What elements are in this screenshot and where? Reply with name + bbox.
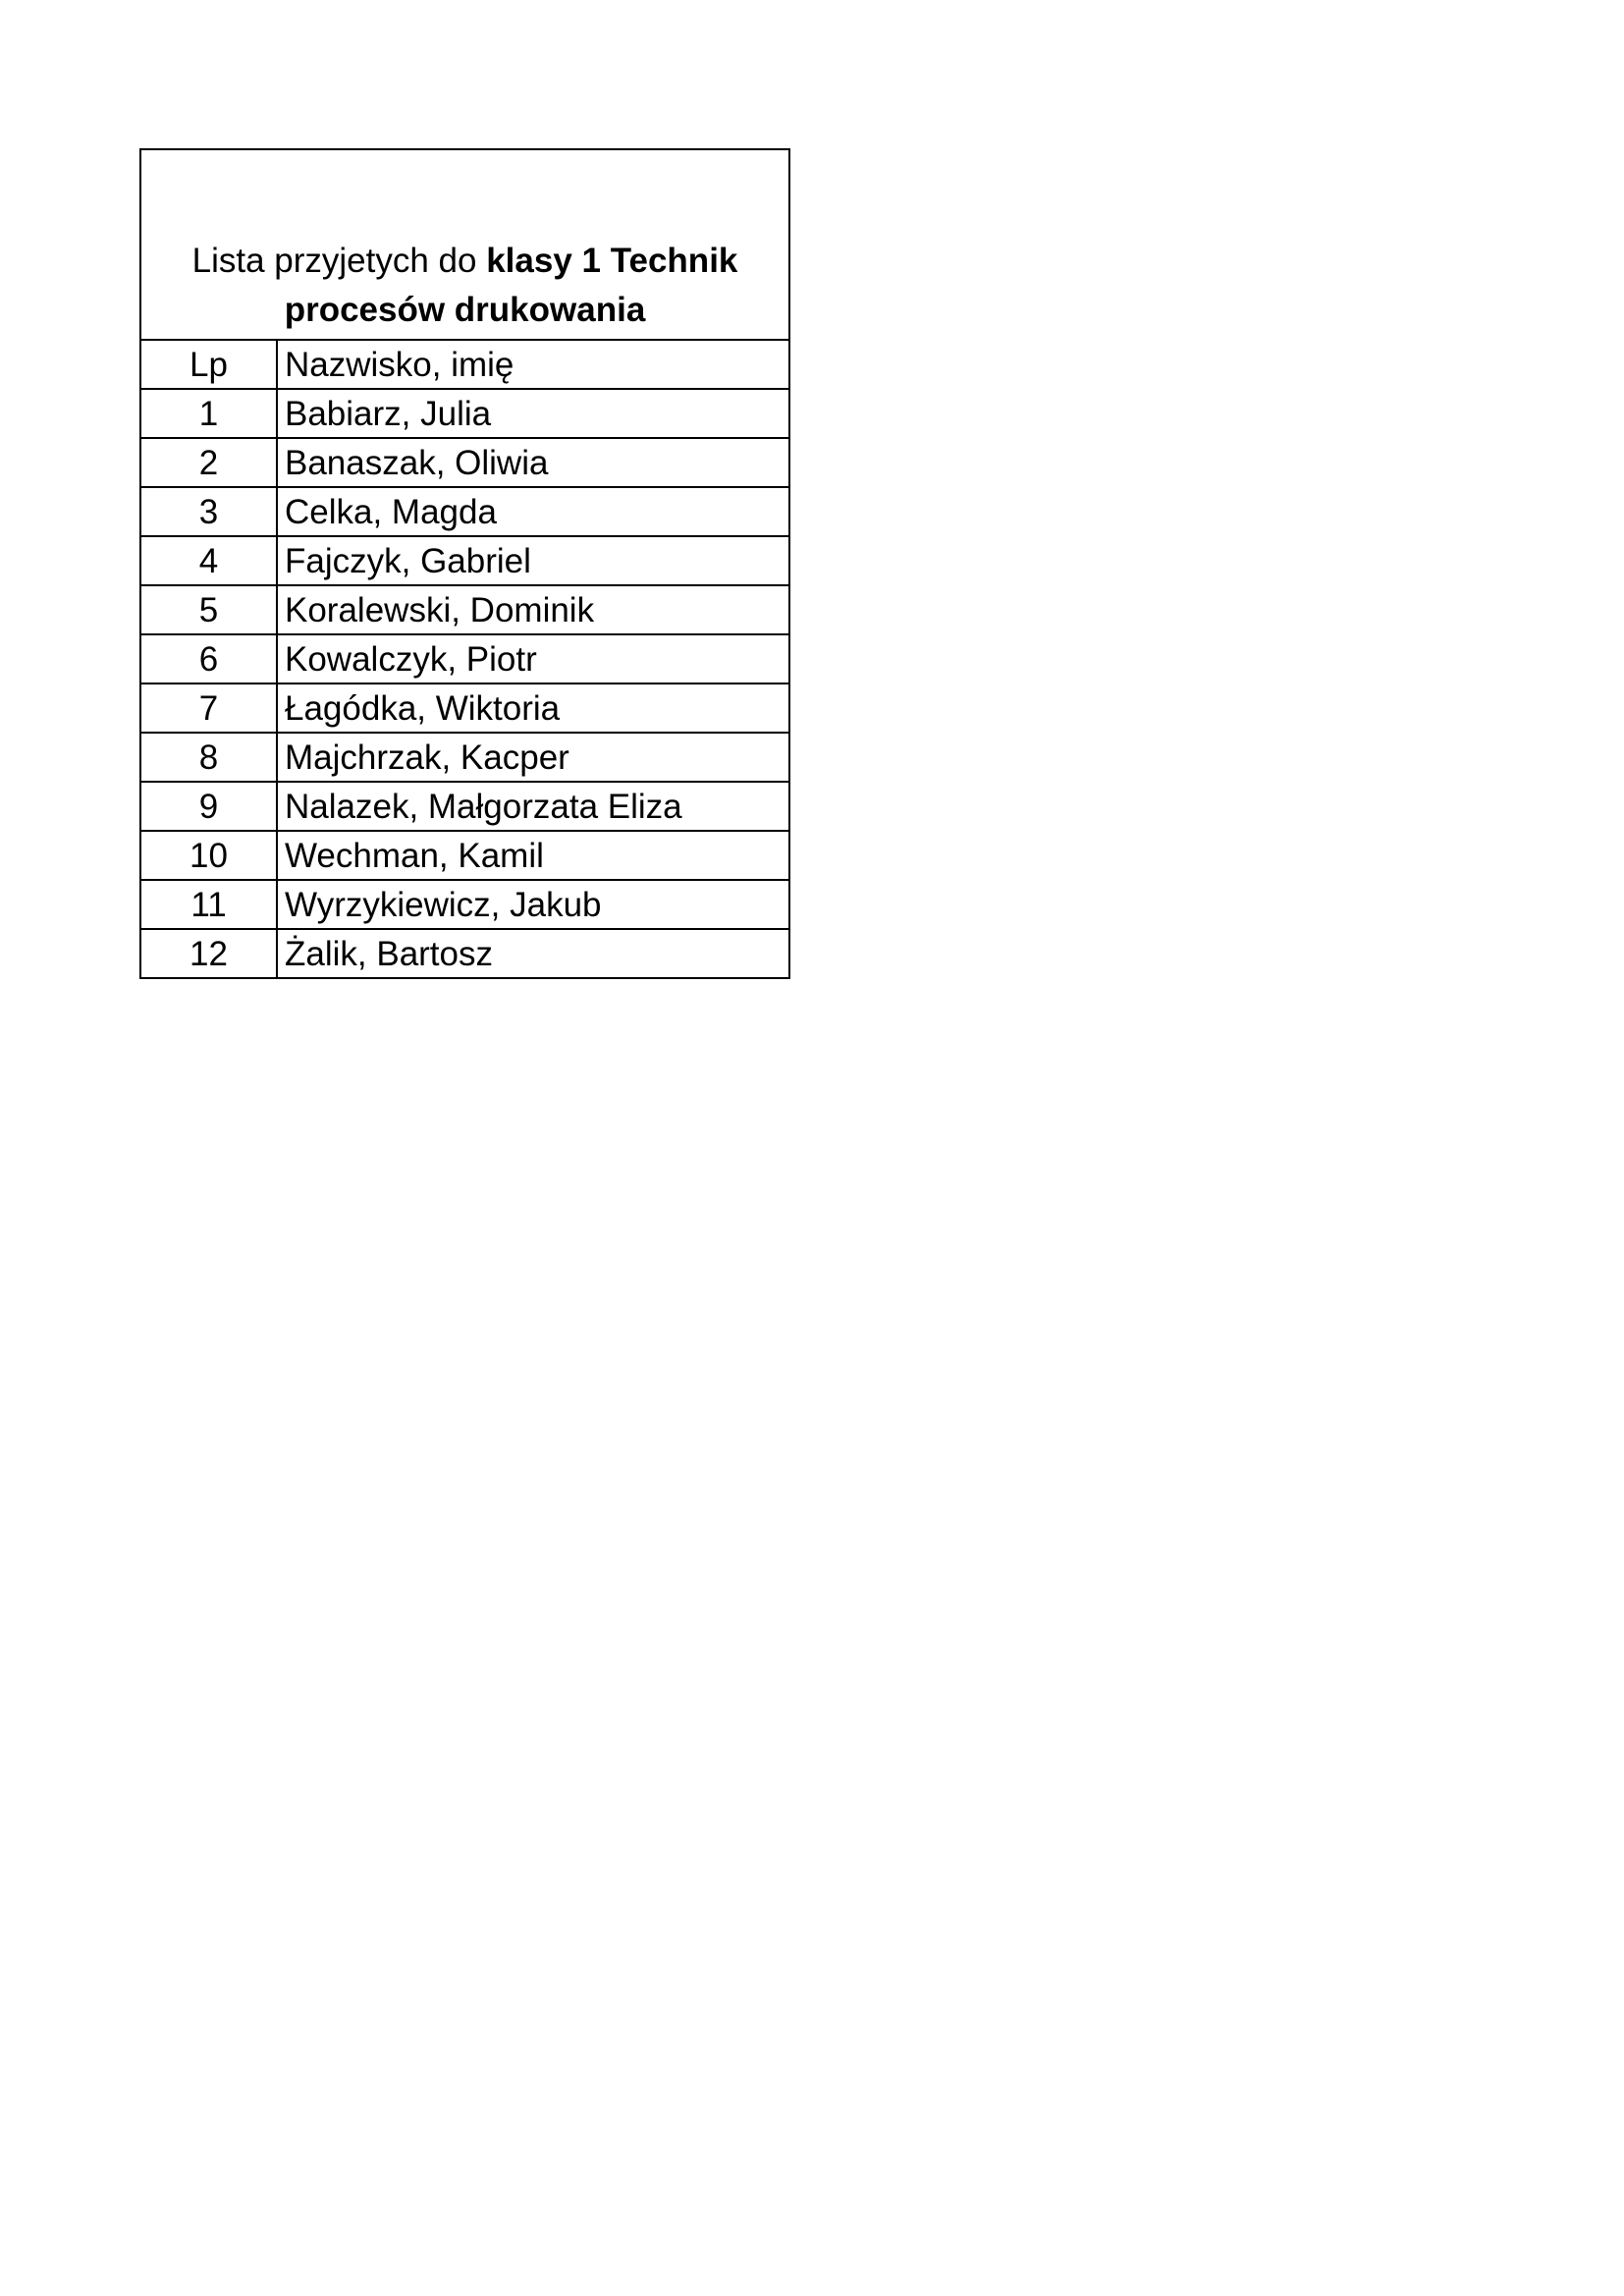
table-title <box>140 149 789 340</box>
table-row <box>140 536 789 585</box>
row-name: Wyrzykiewicz, Jakub <box>277 880 789 929</box>
row-name: Łagódka, Wiktoria <box>277 683 789 733</box>
header-name: Nazwisko, imię <box>277 340 789 389</box>
row-name: Wechman, Kamil <box>277 831 789 880</box>
row-lp: 7 <box>140 683 277 733</box>
row-lp: 6 <box>140 634 277 683</box>
title-line-2 <box>141 286 788 335</box>
title-line-1 <box>141 237 788 286</box>
table-row <box>140 438 789 487</box>
table-row <box>140 831 789 880</box>
row-name: Nalazek, Małgorzata Eliza <box>277 782 789 831</box>
row-lp: 11 <box>140 880 277 929</box>
table-row <box>140 585 789 634</box>
title-class-name: klasy 1 Technik <box>486 242 738 280</box>
row-name: Żalik, Bartosz <box>277 929 789 978</box>
table-row <box>140 389 789 438</box>
table-row <box>140 782 789 831</box>
row-lp: 2 <box>140 438 277 487</box>
row-lp: 8 <box>140 733 277 782</box>
row-lp: 10 <box>140 831 277 880</box>
row-lp: 3 <box>140 487 277 536</box>
row-name: Kowalczyk, Piotr <box>277 634 789 683</box>
table-row <box>140 929 789 978</box>
row-name: Koralewski, Dominik <box>277 585 789 634</box>
row-lp: 5 <box>140 585 277 634</box>
row-lp: 12 <box>140 929 277 978</box>
header-row <box>140 340 789 389</box>
row-lp: 1 <box>140 389 277 438</box>
title-prefix: Lista przyjetych do <box>191 242 487 280</box>
row-lp: 9 <box>140 782 277 831</box>
row-name: Fajczyk, Gabriel <box>277 536 789 585</box>
table-row <box>140 683 789 733</box>
row-name: Banaszak, Oliwia <box>277 438 789 487</box>
header-lp: Lp <box>140 340 277 389</box>
title-row <box>140 149 789 340</box>
title-profession: procesów drukowania <box>284 291 646 329</box>
table-row <box>140 634 789 683</box>
table-row <box>140 880 789 929</box>
table-row <box>140 487 789 536</box>
row-lp: 4 <box>140 536 277 585</box>
row-name: Majchrzak, Kacper <box>277 733 789 782</box>
row-name: Celka, Magda <box>277 487 789 536</box>
admission-list-table <box>139 148 790 979</box>
table-row <box>140 733 789 782</box>
row-name: Babiarz, Julia <box>277 389 789 438</box>
